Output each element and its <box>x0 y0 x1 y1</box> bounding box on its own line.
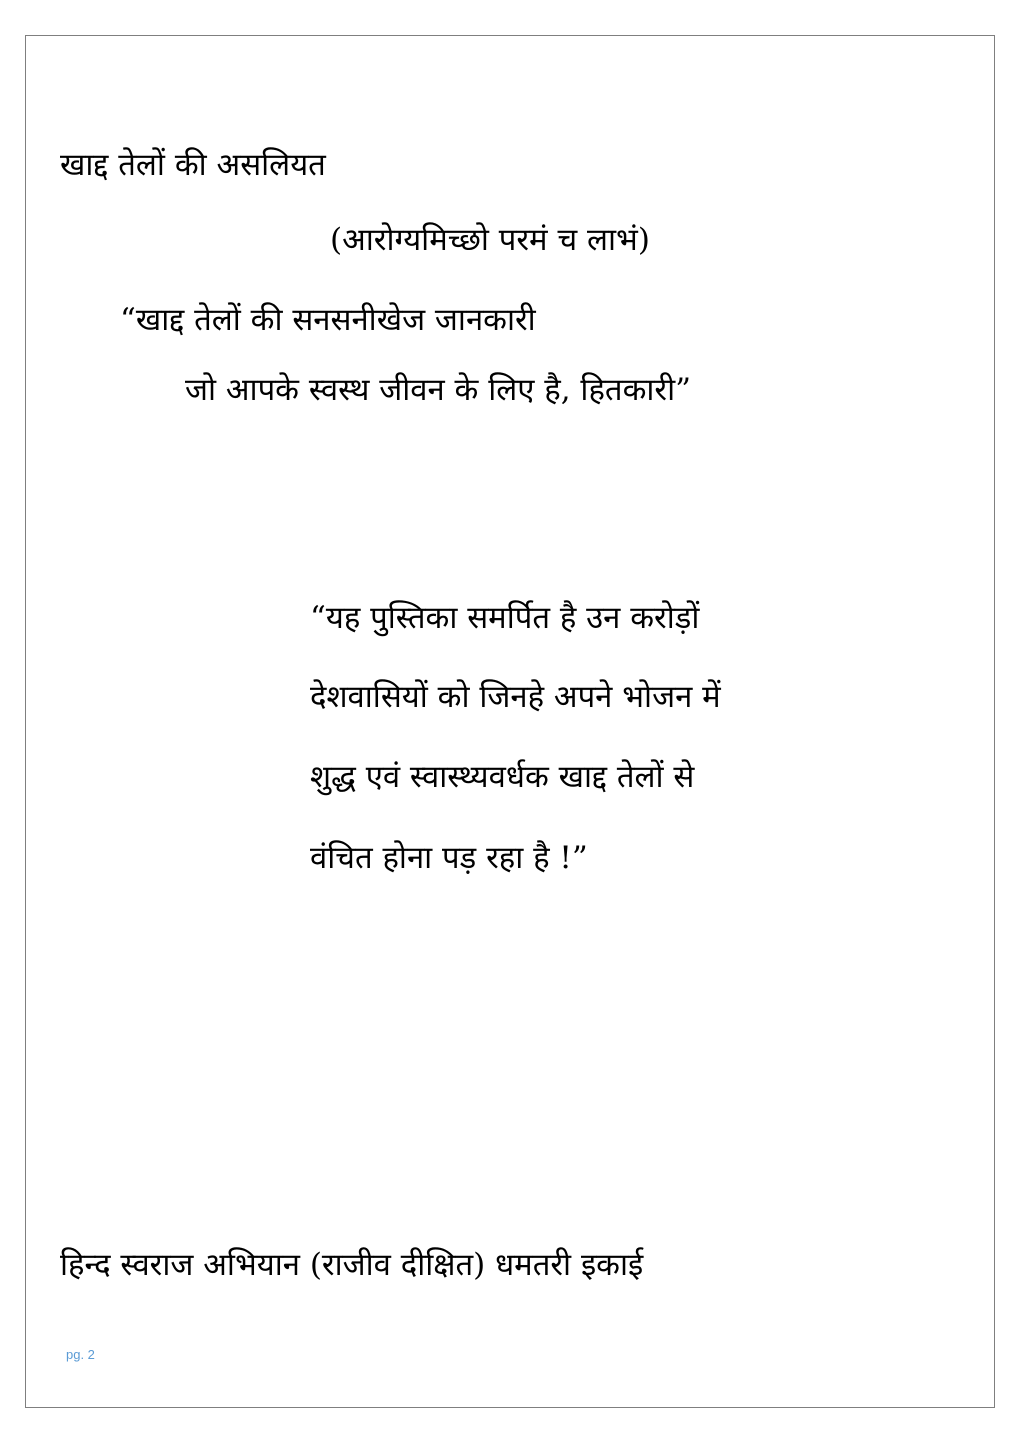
dedication-line-4: वंचित होना पड़ रहा है !” <box>310 840 588 876</box>
page-number: pg. 2 <box>66 1347 95 1362</box>
footer-organization: हिन्द स्वराज अभियान (राजीव दीक्षित) धमतरी इकाई <box>60 1247 644 1283</box>
document-title: खाद्द तेलों की असलियत <box>60 147 326 183</box>
tagline-line-2: जो आपके स्वस्थ जीवन के लिए है, हितकारी” <box>185 372 691 408</box>
dedication-line-1: “यह पुस्तिका समर्पित है उन करोड़ों <box>310 600 700 636</box>
motto: (आरोग्यमिच्छो परमं च लाभं) <box>330 222 650 258</box>
dedication-line-2: देशवासियों को जिनहे अपने भोजन में <box>310 679 721 715</box>
tagline-line-1: “खाद्द तेलों की सनसनीखेज जानकारी <box>120 302 536 338</box>
dedication-line-3: शुद्ध एवं स्वास्थ्यवर्धक खाद्द तेलों से <box>310 759 695 795</box>
